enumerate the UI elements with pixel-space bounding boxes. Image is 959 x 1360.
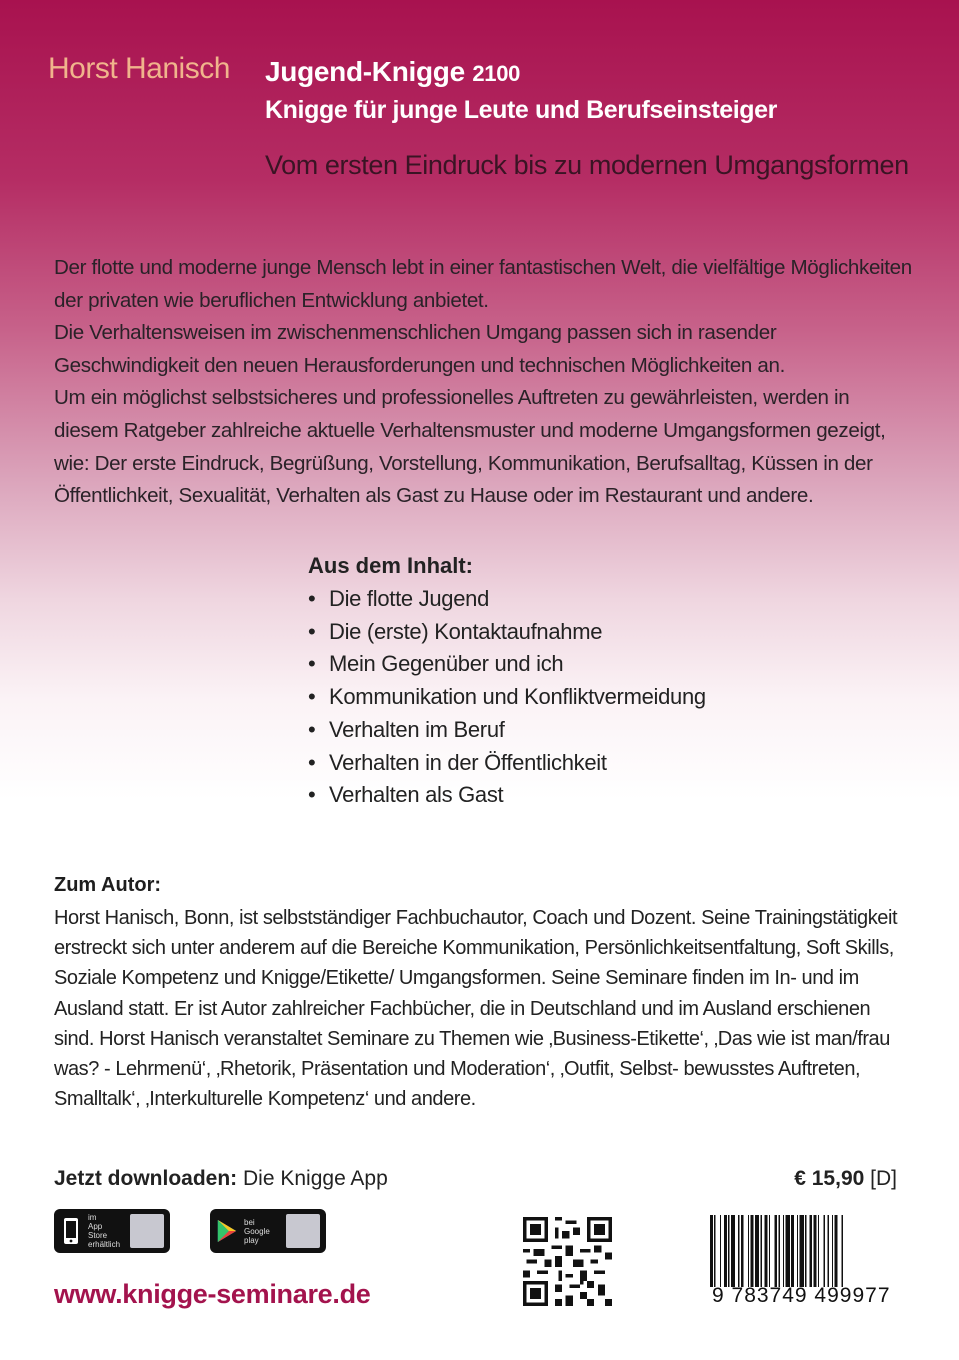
isbn-number: 9 783749 499977 — [712, 1284, 891, 1307]
book-title-text: Jugend-Knigge — [265, 56, 465, 87]
intro-text — [54, 252, 914, 513]
app-store-badge[interactable] — [54, 1209, 170, 1253]
price-value: € 15,90 — [794, 1167, 865, 1190]
app-store-line: im — [88, 1213, 97, 1222]
google-play-line: bei — [244, 1217, 255, 1227]
play-store-icon — [216, 1215, 238, 1247]
google-play-badge[interactable] — [210, 1209, 326, 1253]
contents-item: • Die (erste) Kontaktaufnahme — [308, 616, 706, 649]
app-store-text — [88, 1213, 122, 1249]
barcode-icon — [708, 1215, 898, 1287]
book-edition: 2100 — [472, 61, 521, 86]
contents-item: • Mein Gegenüber und ich — [308, 648, 706, 681]
app-store-line: App Store — [88, 1222, 108, 1240]
intro-paragraph-1: Der flotte und moderne junge Mensch lebt in einer fantastischen Welt, die vielfältige Möglichkeiten der privaten wie beruflichen Entwicklung anbietet. — [54, 256, 912, 312]
contents-item: • Verhalten als Gast — [308, 779, 706, 812]
contents-heading: Aus dem Inhalt: — [308, 553, 474, 578]
qr-code-icon — [523, 1217, 612, 1306]
qr-thumbnail-icon — [286, 1214, 320, 1248]
about-author-heading: Zum Autor: — [54, 874, 162, 896]
contents-item: • Kommunikation und Konfliktvermeidung — [308, 681, 706, 714]
contents-item: • Die flotte Jugend — [308, 583, 706, 616]
book-title — [265, 56, 520, 88]
contents-item: • Verhalten im Beruf — [308, 714, 706, 747]
app-store-line: erhältlich — [88, 1240, 121, 1249]
book-tagline: Vom ersten Eindruck bis zu modernen Umgangsformen — [265, 150, 909, 180]
intro-paragraph-3: Um ein möglichst selbstsicheres und professionelles Auftreten zu gewährleisten, werden in diesem Ratgeber zahlreiche aktuelle Verhaltensmuster und moderne Umgangsformen gezeigt, wie: Der erste Eindruck, Begrüßung, Vorstellung, Kommunikation, Berufsalltag, Küssen in der Öffentlichkeit, Sexualität, Verhalten als Gast zu Hause oder im Restaurant und andere. — [54, 386, 886, 508]
google-play-line: play — [244, 1235, 259, 1245]
download-label: Jetzt downloaden: — [54, 1167, 238, 1190]
contents-list — [308, 583, 706, 812]
about-author-text: Horst Hanisch, Bonn, ist selbstständiger Fachbuchautor, Coach und Dozent. Seine Trainingstätigkeit erstreckt sich unter anderem auf die Bereiche Kommunikation, Persönlichkeitsentfaltung, Soft Skills, Soziale Kompetenz und Knigge/Etikette/ Umgangsformen. Seine Seminare finden im In- und im Ausland statt. Er ist Autor zahlreicher Fachbücher, die in Deutschland und im Ausland erschienen sind. Horst Hanisch veranstaltet Seminare zu Themen wie ‚Business-Etikette‘, ‚Das wie ist man/frau was? - Lehrmenü‘, ‚Rhetorik, Präsentation und Moderation‘, ‚Outfit, Selbst- bewusstes Auftreten, Smalltalk‘, ‚Interkulturelle Kompetenz‘ und andere. — [54, 907, 898, 1111]
google-play-line: Google — [244, 1226, 270, 1236]
website-link[interactable]: www.knigge-seminare.de — [54, 1279, 371, 1309]
price — [794, 1167, 897, 1191]
author-name: Horst Hanisch — [48, 52, 230, 85]
download-line — [54, 1167, 388, 1191]
price-region: [D] — [870, 1167, 897, 1190]
smartphone-icon — [60, 1215, 82, 1247]
download-app-name: Die Knigge App — [243, 1167, 388, 1190]
book-subtitle: Knigge für junge Leute und Berufseinsteiger — [265, 96, 778, 124]
google-play-text — [244, 1218, 278, 1245]
intro-paragraph-2: Die Verhaltensweisen im zwischenmenschlichen Umgang passen sich in rasender Geschwindigkeit den neuen Herausforderungen und technischen Möglichkeiten an. — [54, 321, 785, 377]
contents-item: • Verhalten in der Öffentlichkeit — [308, 747, 706, 780]
qr-thumbnail-icon — [130, 1214, 164, 1248]
